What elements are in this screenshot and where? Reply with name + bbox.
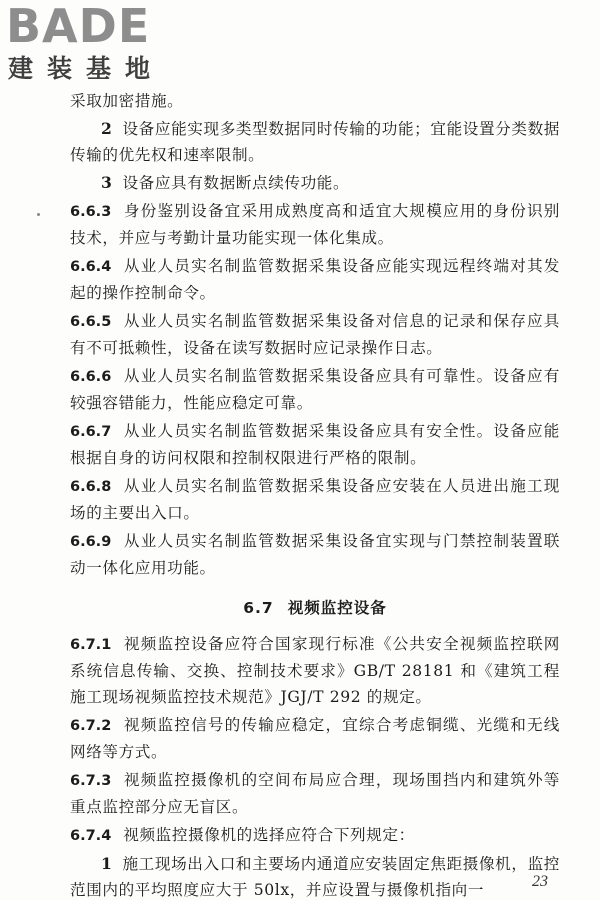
clause-number: 6.7.3 [70, 773, 112, 789]
item-number: 2 [101, 119, 113, 138]
item-text: 施工现场出入口和主要场内通道应安装固定焦距摄像机，监控范围内的平均照度应大于 50lx，并应设置与摄像机指向一 [70, 855, 560, 899]
list-item [70, 116, 560, 168]
clause-text: 从业人员实名制监管数据采集设备应能实现远程终端对其发起的操作控制命令。 [70, 257, 560, 302]
clause-text: 视频监控摄像机的空间布局应合理，现场围挡内和建筑外等重点监控部分应无盲区。 [70, 771, 560, 816]
document-body [70, 88, 560, 905]
list-item [70, 170, 560, 196]
clause-text: 身份鉴别设备宜采用成熟度高和适宜大规模应用的身份识别技术，并应与考勤计量功能实现一体化集成。 [70, 202, 560, 247]
item-text: 设备应能实现多类型数据同时传输的功能；宜能设置分类数据传输的优先权和速率限制。 [70, 120, 560, 164]
clause-text: 从业人员实名制监管数据采集设备应具有可靠性。设备应有较强容错能力，性能应稳定可靠。 [70, 367, 560, 412]
clause [70, 418, 560, 471]
clause-number: 6.6.5 [70, 314, 112, 330]
clause-number: 6.7.2 [70, 718, 112, 734]
clause [70, 253, 560, 306]
clause-number: 6.7.4 [70, 828, 112, 844]
clause [70, 822, 560, 849]
page-number: 23 [532, 873, 548, 890]
item-text: 设备应具有数据断点续传功能。 [122, 174, 350, 192]
clause [70, 712, 560, 765]
section-number: 6.7 [243, 599, 274, 617]
paragraph-text: 采取加密措施。 [70, 92, 184, 110]
clause-text: 从业人员实名制监管数据采集设备应具有安全性。设备应能根据自身的访问权限和控制权限进行严格的限制。 [70, 422, 560, 467]
section-title: 视频监控设备 [287, 599, 387, 617]
clause-number: 6.6.9 [70, 534, 112, 550]
item-number: 1 [101, 854, 113, 873]
logo-subtitle: 建装基地 [8, 54, 165, 83]
clause-number: 6.6.4 [70, 259, 112, 275]
clause-text: 视频监控信号的传输应稳定，宜综合考虑铜缆、光缆和无线网络等方式。 [70, 716, 560, 761]
clause [70, 767, 560, 820]
clause-number: 6.6.3 [70, 204, 112, 220]
clause-number: 6.6.6 [70, 369, 112, 385]
clause [70, 363, 560, 416]
clause-text: 视频监控设备应符合国家现行标准《公共安全视频监控联网系统信息传输、交换、控制技术要求》GB/T 28181 和《建筑工程施工现场视频监控技术规范》JGJ/T 292 的规定。 [70, 635, 560, 706]
list-item [70, 851, 560, 903]
clause [70, 198, 560, 251]
clause-text: 从业人员实名制监管数据采集设备对信息的记录和保存应具有不可抵赖性，设备在读写数据时应记录操作日志。 [70, 312, 560, 357]
watermark-logo [6, 2, 181, 86]
clause-text: 从业人员实名制监管数据采集设备应安装在人员进出施工现场的主要出入口。 [70, 477, 560, 522]
section-heading [70, 595, 560, 621]
margin-mark [37, 213, 40, 216]
logo-wordmark: BADE [6, 0, 151, 53]
clause-text: 从业人员实名制监管数据采集设备宜实现与门禁控制装置联动一体化应用功能。 [70, 532, 560, 577]
clause-number: 6.6.7 [70, 424, 112, 440]
clause-number: 6.6.8 [70, 479, 112, 495]
clause [70, 473, 560, 526]
item-number: 3 [101, 173, 113, 192]
clause [70, 528, 560, 581]
clause [70, 308, 560, 361]
paragraph-continuation [70, 88, 560, 114]
clause-text: 视频监控摄像机的选择应符合下列规定： [123, 826, 415, 844]
clause [70, 631, 560, 710]
clause-number: 6.7.1 [70, 637, 112, 653]
